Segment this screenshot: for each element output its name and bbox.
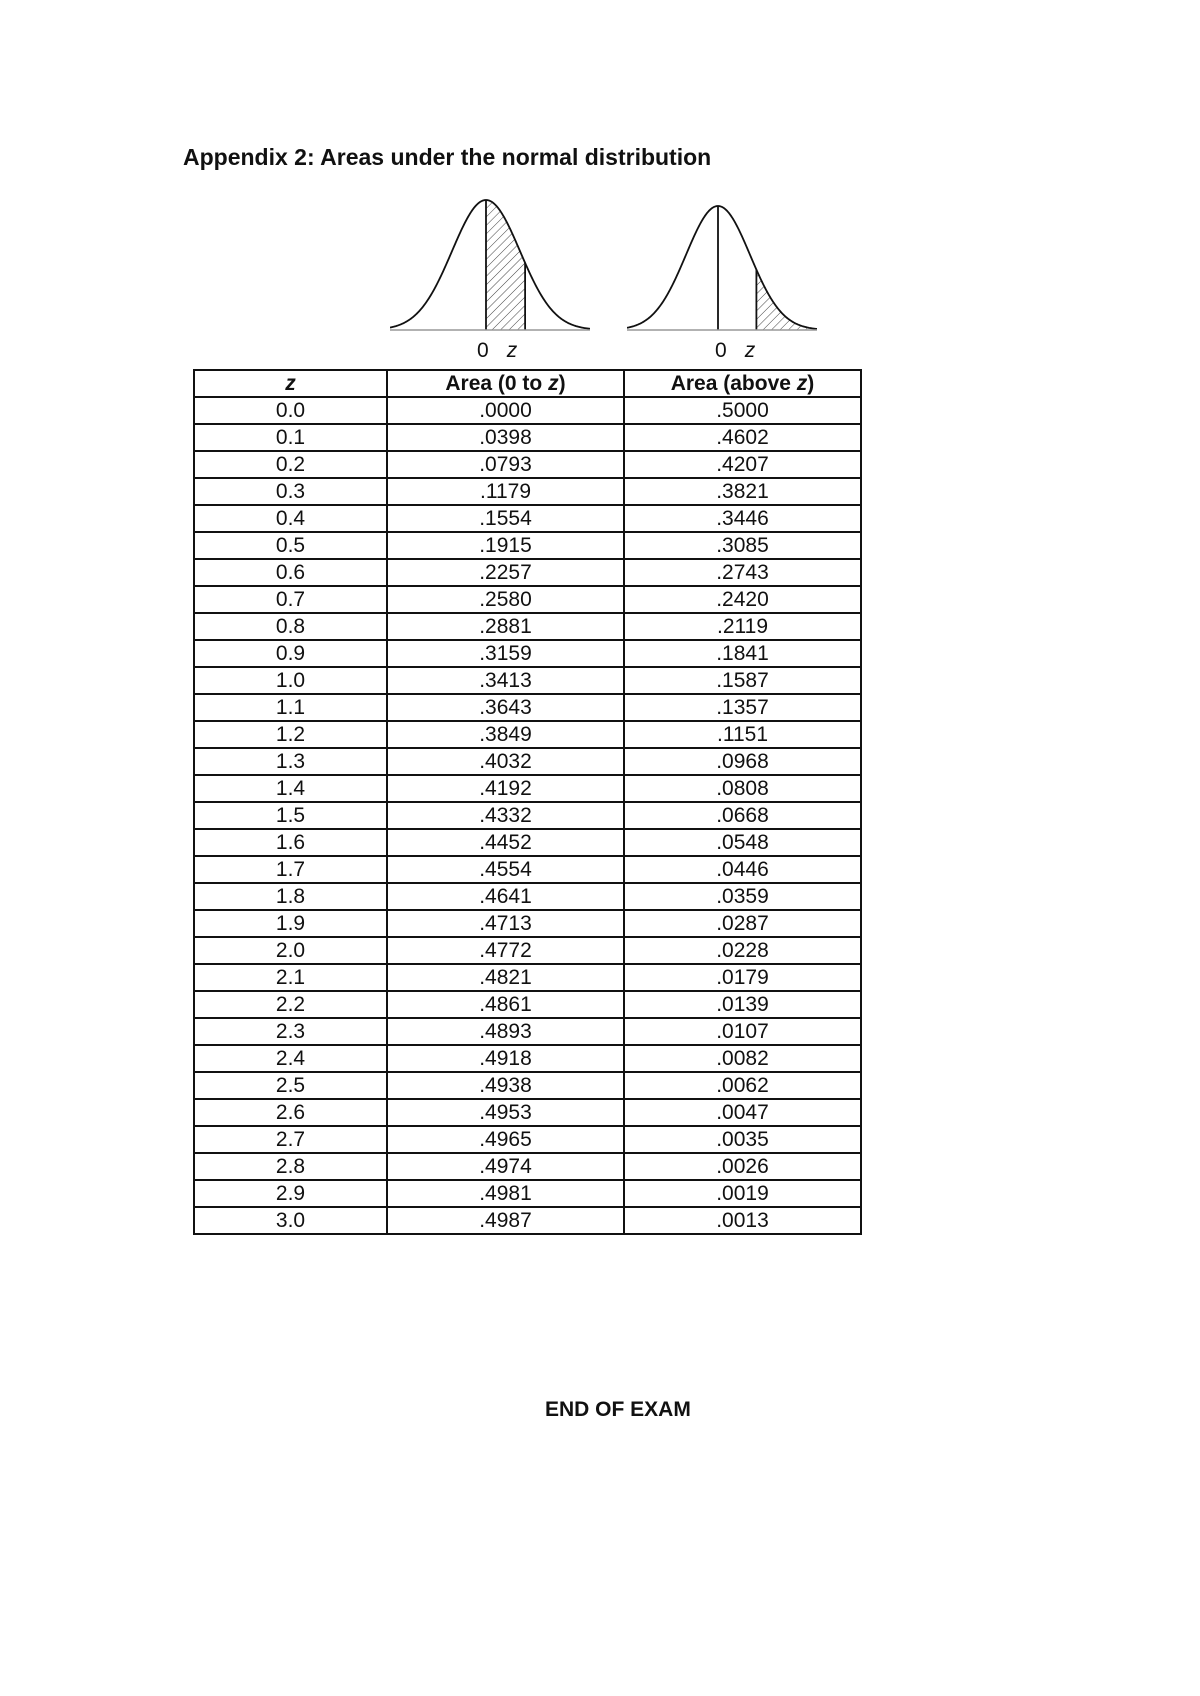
table-row	[194, 613, 861, 640]
cell-area-0-to-z: .3159	[387, 640, 624, 667]
cell-z: 0.2	[194, 451, 387, 478]
table-row	[194, 991, 861, 1018]
cell-area-above-z: .0808	[624, 775, 861, 802]
cell-area-above-z: .5000	[624, 397, 861, 424]
header-area-0-to-z: Area (0 to z)	[387, 370, 624, 397]
cell-area-0-to-z: .0398	[387, 424, 624, 451]
table-row	[194, 1045, 861, 1072]
cell-z: 2.1	[194, 964, 387, 991]
table-row	[194, 829, 861, 856]
cell-z: 2.6	[194, 1099, 387, 1126]
cell-area-above-z: .2743	[624, 559, 861, 586]
cell-area-above-z: .0107	[624, 1018, 861, 1045]
cell-area-0-to-z: .4938	[387, 1072, 624, 1099]
cell-area-0-to-z: .3413	[387, 667, 624, 694]
cell-area-above-z: .0287	[624, 910, 861, 937]
table-row	[194, 1126, 861, 1153]
normal-curve-above-z-graphic	[627, 194, 817, 334]
cell-area-above-z: .3085	[624, 532, 861, 559]
cell-area-above-z: .0548	[624, 829, 861, 856]
cell-area-above-z: .3821	[624, 478, 861, 505]
table-row	[194, 451, 861, 478]
cell-z: 1.8	[194, 883, 387, 910]
normal-distribution-table	[193, 369, 862, 1235]
cell-z: 0.6	[194, 559, 387, 586]
table-row	[194, 586, 861, 613]
cell-area-above-z: .0359	[624, 883, 861, 910]
cell-area-0-to-z: .4554	[387, 856, 624, 883]
cell-z: 1.3	[194, 748, 387, 775]
cell-area-0-to-z: .4918	[387, 1045, 624, 1072]
cell-z: 0.3	[194, 478, 387, 505]
cell-z: 2.2	[194, 991, 387, 1018]
cell-area-0-to-z: .3849	[387, 721, 624, 748]
cell-z: 2.7	[194, 1126, 387, 1153]
table-row	[194, 1072, 861, 1099]
cell-z: 2.4	[194, 1045, 387, 1072]
cell-z: 1.2	[194, 721, 387, 748]
cell-area-0-to-z: .4861	[387, 991, 624, 1018]
normal-curve	[627, 206, 817, 329]
cell-area-above-z: .1357	[624, 694, 861, 721]
table-row	[194, 397, 861, 424]
cell-z: 1.1	[194, 694, 387, 721]
cell-area-0-to-z: .4987	[387, 1207, 624, 1234]
cell-area-above-z: .1151	[624, 721, 861, 748]
normal-curve-0-to-z-figure	[390, 194, 590, 334]
cell-area-above-z: .3446	[624, 505, 861, 532]
cell-z: 1.9	[194, 910, 387, 937]
table-row	[194, 775, 861, 802]
right-figure-axis-labels	[715, 339, 755, 363]
cell-area-0-to-z: .2257	[387, 559, 624, 586]
z-label: z	[506, 339, 518, 362]
normal-curve-above-z-figure	[627, 194, 817, 334]
table-row	[194, 748, 861, 775]
zero-label: 0	[477, 339, 489, 362]
cell-z: 0.0	[194, 397, 387, 424]
cell-area-0-to-z: .1179	[387, 478, 624, 505]
zero-label: 0	[715, 339, 727, 362]
table-row	[194, 964, 861, 991]
table-row	[194, 505, 861, 532]
table-row	[194, 694, 861, 721]
cell-area-above-z: .1841	[624, 640, 861, 667]
cell-area-0-to-z: .4192	[387, 775, 624, 802]
cell-area-above-z: .0047	[624, 1099, 861, 1126]
cell-area-above-z: .4602	[624, 424, 861, 451]
shaded-area-above-z	[756, 270, 817, 330]
cell-area-0-to-z: .1915	[387, 532, 624, 559]
cell-z: 1.4	[194, 775, 387, 802]
cell-area-above-z: .0446	[624, 856, 861, 883]
cell-area-above-z: .0026	[624, 1153, 861, 1180]
table-row	[194, 532, 861, 559]
cell-z: 0.7	[194, 586, 387, 613]
cell-z: 1.5	[194, 802, 387, 829]
left-figure-axis-labels	[477, 339, 517, 363]
table-row	[194, 721, 861, 748]
cell-area-0-to-z: .4893	[387, 1018, 624, 1045]
normal-curve-0-to-z-graphic	[390, 194, 590, 334]
cell-z: 0.1	[194, 424, 387, 451]
cell-area-0-to-z: .1554	[387, 505, 624, 532]
cell-area-0-to-z: .3643	[387, 694, 624, 721]
cell-z: 0.4	[194, 505, 387, 532]
table-row	[194, 424, 861, 451]
cell-area-above-z: .4207	[624, 451, 861, 478]
cell-z: 2.9	[194, 1180, 387, 1207]
table-row	[194, 883, 861, 910]
cell-z: 0.8	[194, 613, 387, 640]
cell-area-above-z: .2119	[624, 613, 861, 640]
cell-area-0-to-z: .4981	[387, 1180, 624, 1207]
cell-area-above-z: .0082	[624, 1045, 861, 1072]
table-row	[194, 640, 861, 667]
table-row	[194, 1180, 861, 1207]
cell-area-above-z: .0035	[624, 1126, 861, 1153]
table-body	[194, 397, 861, 1234]
cell-area-0-to-z: .4965	[387, 1126, 624, 1153]
cell-area-above-z: .1587	[624, 667, 861, 694]
cell-area-0-to-z: .4032	[387, 748, 624, 775]
cell-area-0-to-z: .4332	[387, 802, 624, 829]
cell-z: 0.5	[194, 532, 387, 559]
cell-z: 3.0	[194, 1207, 387, 1234]
end-of-exam-note: END OF EXAM	[545, 1398, 691, 1421]
cell-area-0-to-z: .4772	[387, 937, 624, 964]
cell-area-0-to-z: .4953	[387, 1099, 624, 1126]
cell-z: 2.3	[194, 1018, 387, 1045]
table-row	[194, 937, 861, 964]
cell-z: 2.8	[194, 1153, 387, 1180]
table-row	[194, 559, 861, 586]
cell-z: 2.0	[194, 937, 387, 964]
table-row	[194, 856, 861, 883]
cell-area-0-to-z: .4713	[387, 910, 624, 937]
table-row	[194, 667, 861, 694]
table-row	[194, 802, 861, 829]
cell-area-0-to-z: .4821	[387, 964, 624, 991]
table-row	[194, 1099, 861, 1126]
cell-area-above-z: .0668	[624, 802, 861, 829]
page-title: Appendix 2: Areas under the normal distribution	[183, 144, 712, 170]
cell-area-0-to-z: .4641	[387, 883, 624, 910]
header-z: z	[194, 370, 387, 397]
cell-area-0-to-z: .4452	[387, 829, 624, 856]
cell-area-above-z: .0062	[624, 1072, 861, 1099]
cell-area-0-to-z: .4974	[387, 1153, 624, 1180]
cell-area-above-z: .0013	[624, 1207, 861, 1234]
cell-area-above-z: .0019	[624, 1180, 861, 1207]
cell-area-0-to-z: .2881	[387, 613, 624, 640]
cell-area-0-to-z: .0000	[387, 397, 624, 424]
table-row	[194, 478, 861, 505]
cell-z: 2.5	[194, 1072, 387, 1099]
header-area-above-z: Area (above z)	[624, 370, 861, 397]
table-row	[194, 910, 861, 937]
table-row	[194, 1018, 861, 1045]
cell-z: 0.9	[194, 640, 387, 667]
cell-z: 1.0	[194, 667, 387, 694]
cell-area-above-z: .0179	[624, 964, 861, 991]
cell-area-0-to-z: .0793	[387, 451, 624, 478]
cell-z: 1.7	[194, 856, 387, 883]
cell-area-above-z: .2420	[624, 586, 861, 613]
cell-area-above-z: .0228	[624, 937, 861, 964]
cell-area-above-z: .0968	[624, 748, 861, 775]
z-label: z	[744, 339, 756, 362]
table-header-row	[194, 370, 861, 397]
cell-area-above-z: .0139	[624, 991, 861, 1018]
cell-z: 1.6	[194, 829, 387, 856]
cell-area-0-to-z: .2580	[387, 586, 624, 613]
table-row	[194, 1153, 861, 1180]
table-row	[194, 1207, 861, 1234]
